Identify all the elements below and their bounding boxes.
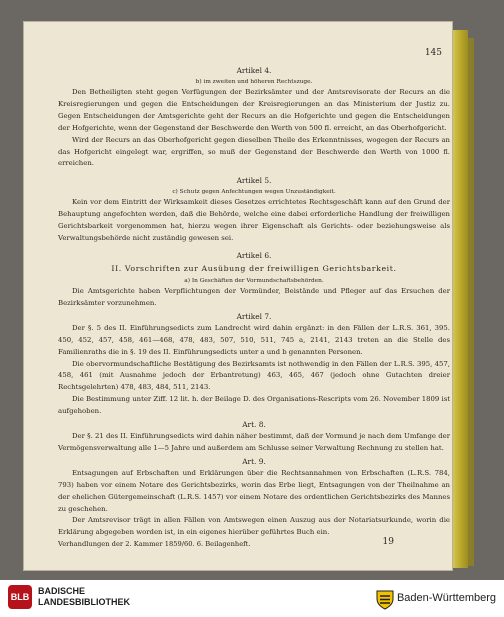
article6-title: Artikel 6. <box>236 250 272 260</box>
article7-para1: Der §. 5 des II. Einführungsedicts zum Landrecht wird dahin ergänzt: in den Fällen der L.R.S. 361, 395. 450, 452, 457, 458, 461—468, 478, 483, 507, 510, 511, 745 a, 2141, 2143 treten an die Stelle des Familienraths die in §. 19 des II. Einführungsedicts unter a und b genannten Personen. <box>58 323 450 356</box>
library-name[interactable] <box>38 586 130 608</box>
article8-title: Art. 8. <box>242 420 266 430</box>
article4-subtitle: b) im zweiten und höheren Rechtszuge. <box>195 79 313 85</box>
state-name[interactable]: Baden-Württemberg <box>396 592 496 604</box>
article5-subtitle: c) Schutz gegen Anfechtungen wegen Unzuständigkeit. <box>172 189 336 196</box>
article8-para1: Der §. 21 des II. Einführungsedicts wird dahin näher bestimmt, daß der Vormund je nach dem Umfange der Vermögensverwaltung alle 1—5 Jahre und außerdem am Schlusse seiner Verwaltung Rechnung zu stellen hat. <box>58 432 450 452</box>
page-footer <box>58 537 450 548</box>
article4-para1: Den Betheiligten steht gegen Verfügungen der Bezirksämter und der Amtsrevisorate der Recurs an die Kreisregierungen und gegen die Entscheidungen der Kreisregierungen an das Ministerium der Justiz zu. Gegen Entscheidungen der Amtsgerichte geht der Recurs an die Hofgerichte und gegen die Entscheidungen der Hofgerichte, wenn der Gegenstand der Beschwerde den Werth von 500 fl. erreicht, an das Oberhofgericht. <box>58 88 450 132</box>
library-name-line1: BADISCHE <box>38 586 86 596</box>
article5-para1: Kein vor dem Eintritt der Wirksamkeit dieses Gesetzes errichtetes Rechtsgeschäft kann auf den Grund der Behauptung angefochten werden, daß die Behörde, welche eine dabei erforderliche Handlung der freiwilligen Gerichtsbarkeit vorgenommen hat, hierzu wegen ihrer Eigenschaft als Gerichts- oder beziehungsweise als Verwaltungsbehörde nicht zuständig gewesen sei. <box>58 198 450 243</box>
article7-para2: Die obervormundschaftliche Bestätigung des Bezirksamts ist nothwendig in den Fällen der L.R.S. 395, 457, 458, 461 (mit Ausnahme jedoch der Erbantretung) 463, 465, 467 (jedoch ohne Gutachten dreier Rechtsgelehrten) 478, 483, 484, 511, 2143. <box>58 359 450 392</box>
footer-sheet-number: 19 <box>382 537 394 547</box>
viewer-footer-bar <box>0 580 504 617</box>
article6-para1: Die Amtsgerichte haben Verpflichtungen der Vormünder, Beistände und Pfleger auf das Ersuchen der Bezirksämter vorzunehmen. <box>58 286 450 307</box>
library-name-line2: LANDESBIBLIOTHEK <box>38 597 130 607</box>
article4-title: Artikel 4. <box>236 66 272 75</box>
section-heading: II. Vorschriften zur Ausübung der freiwilligen Gerichtsbarkeit. <box>111 263 397 273</box>
page-edge-gilded <box>452 30 468 568</box>
page-number: 145 <box>424 48 442 58</box>
document-page <box>24 22 452 570</box>
article6-subtitle: a) In Geschäften der Vormundschaftsbehörden. <box>184 277 324 284</box>
article9-title: Art. 9. <box>242 456 266 466</box>
blb-logo-icon[interactable]: BLB <box>8 585 32 609</box>
article7-para3: Die Bestimmung unter Ziff. 12 lit. h. der Beilage D. des Organisations-Rescripts vom 26. November 1809 ist aufgehoben. <box>58 395 450 416</box>
page-edge-shadow <box>468 38 474 566</box>
coat-of-arms-icon <box>374 588 396 610</box>
article5-title: Artikel 5. <box>236 176 272 186</box>
article9-para1: Entsagungen auf Erbschaften und Erklärungen über die Rechtsannahmen von Erbschaften (L.R.S. 784, 793) haben vor einem Notare des Gerichtsbezirks, worin das Erbe liegt, Entsagungen von der Theilnahme an der ehelichen Gütergemeinschaft (L.R.S. 1457) vor einem Notare des ordentlichen Gerichtsbezirks des Mannes zu geschehen. <box>58 468 450 513</box>
article7-title: Artikel 7. <box>236 311 272 321</box>
article4-para2: Wird der Recurs an das Oberhofgericht gegen dieselben Theile des Erkenntnisses, wogegen der Recurs an das Hofgericht eingelegt war, ergriffen, so muß der Gegenstand der Beschwerde den Werth von 1000 fl. erreichen. <box>58 135 450 168</box>
article9-para2: Der Amtsrevisor trägt in allen Fällen von Amtswegen einen Auszug aus der Notariatsurkunde, worin die Erklärung abgegeben worden ist, in ein eigenes hierüber geführtes Buch ein. <box>58 516 450 537</box>
page-content <box>58 52 450 539</box>
footer-source: Verhandlungen der 2. Kammer 1859/60. 6. Beilagenheft. <box>58 540 251 548</box>
